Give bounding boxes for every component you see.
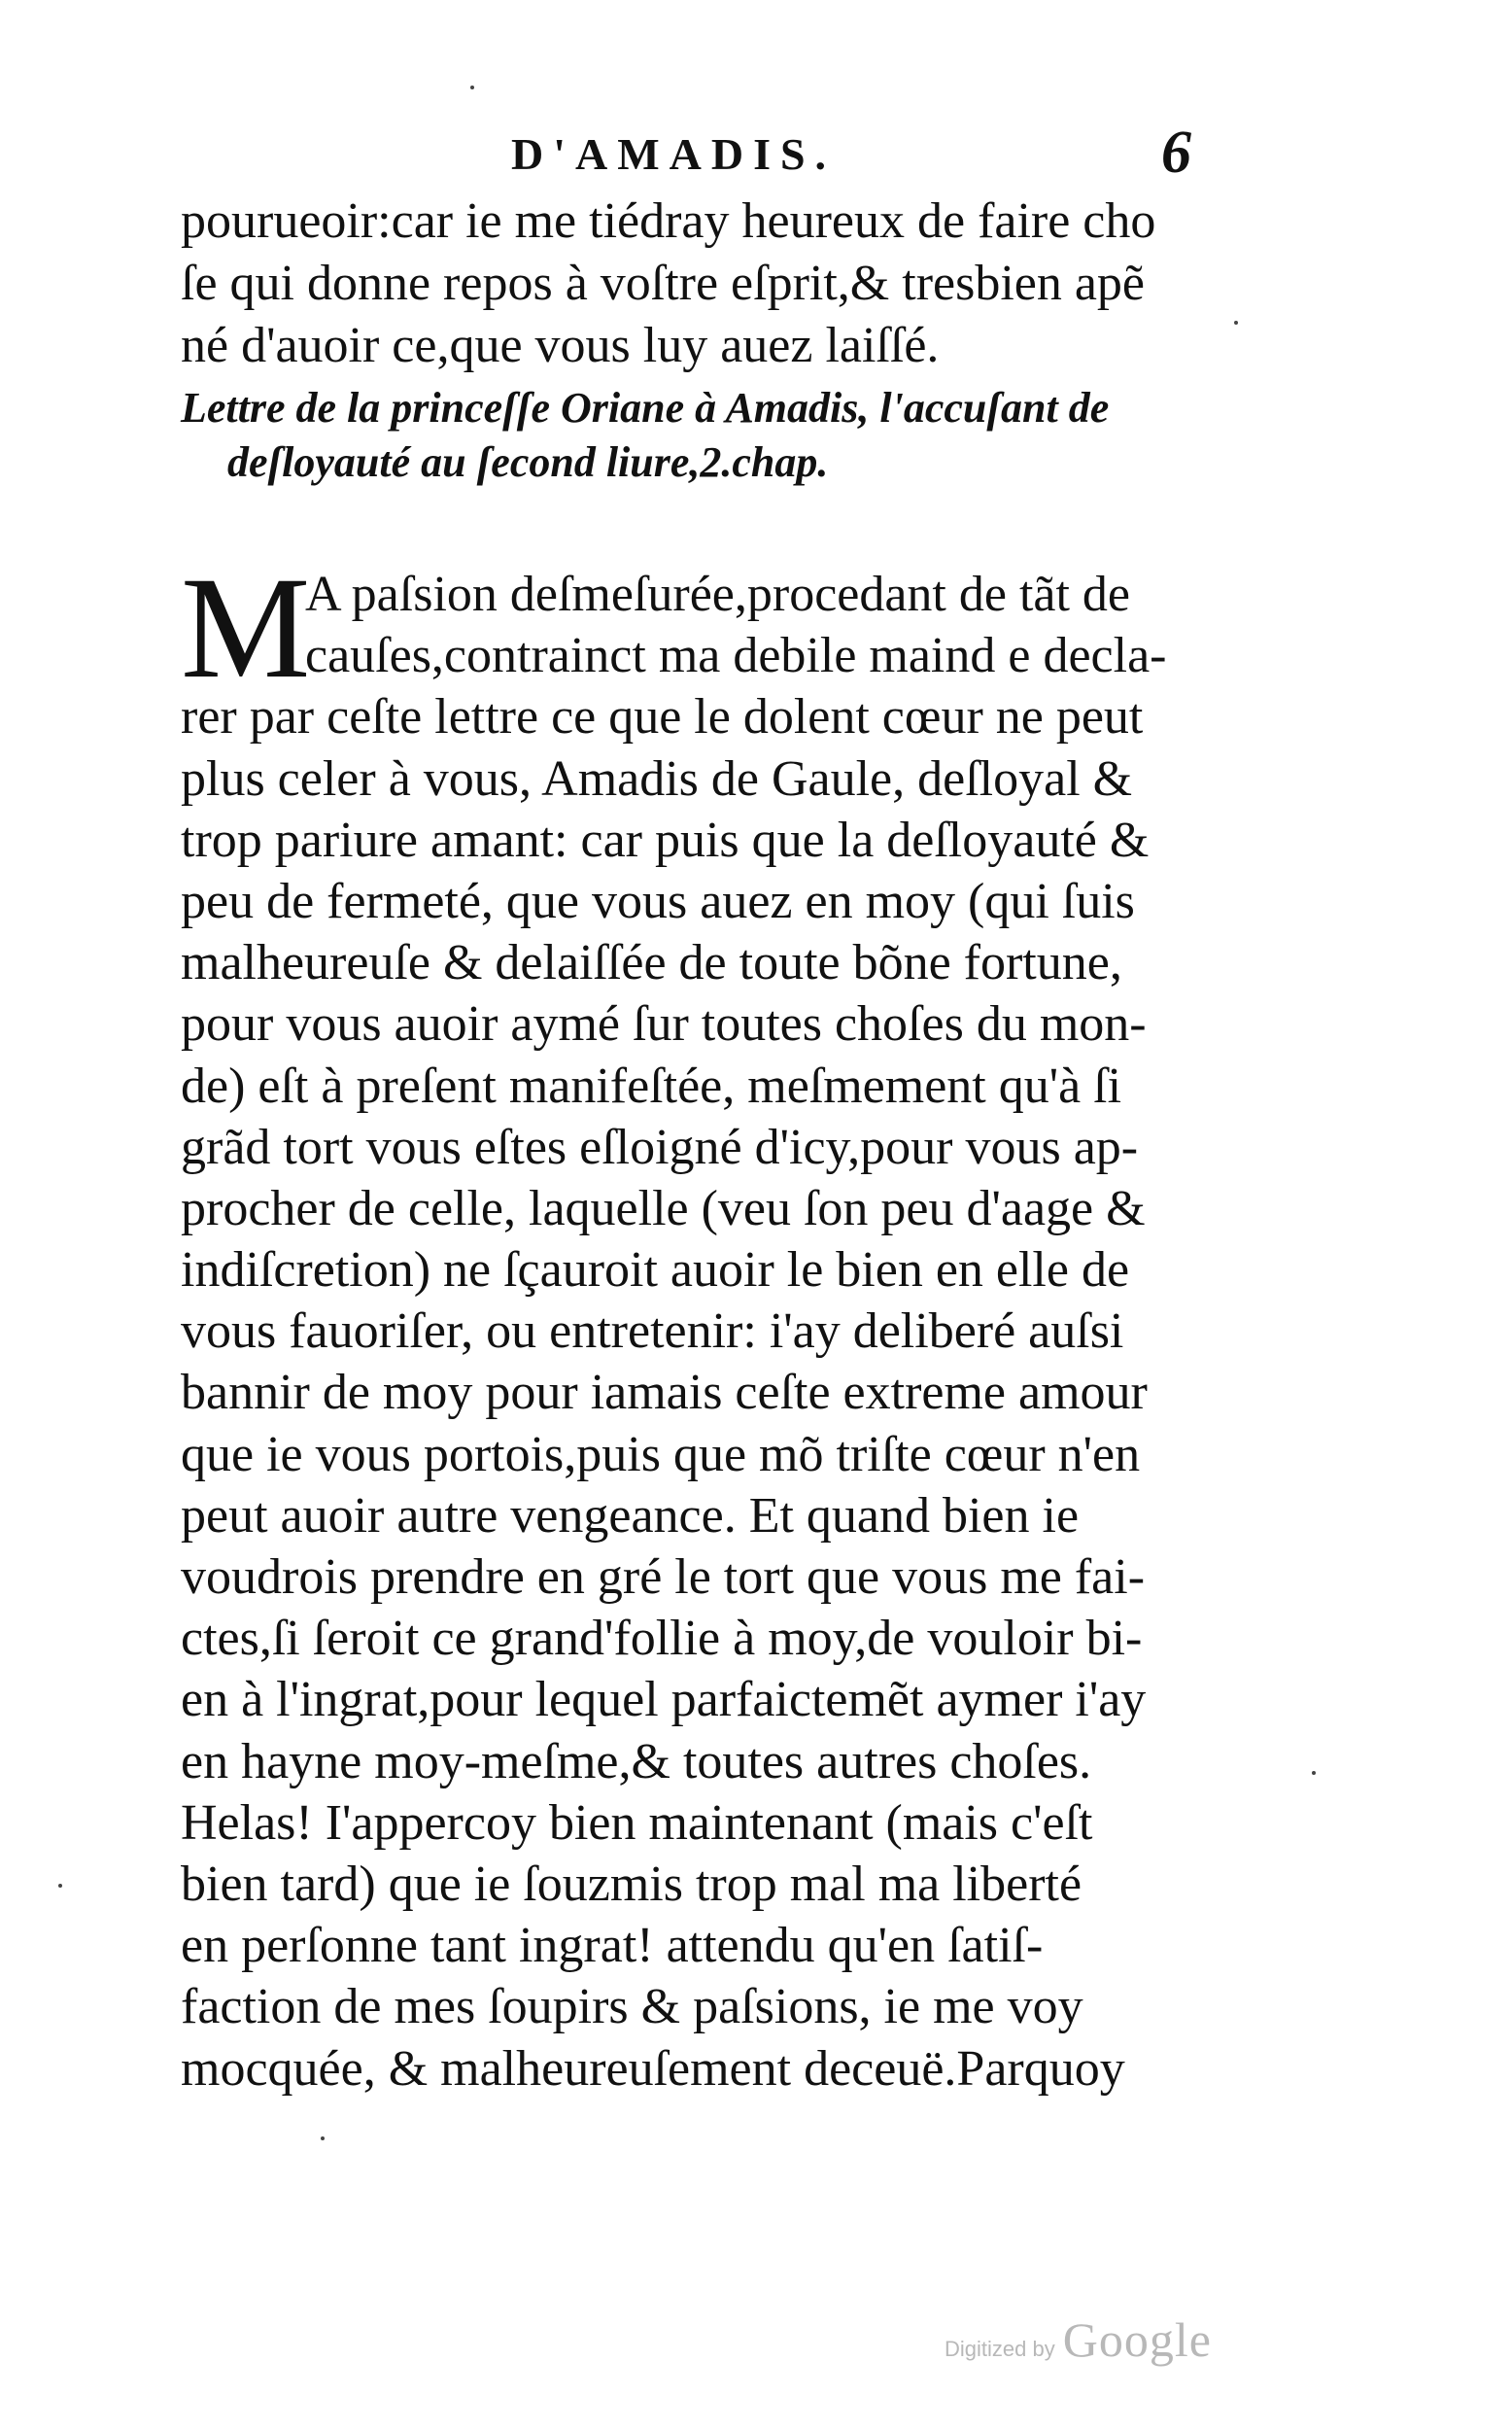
heading-line: Lettre de la princeſſe Oriane à Amadis, l'accuſant de <box>181 384 1110 432</box>
digitization-stamp <box>945 2311 1212 2368</box>
text-line: bannir de moy pour iamais ceſte extreme amour <box>181 1365 1148 1421</box>
text-line: peut auoir autre vengeance. Et quand bien ie <box>181 1487 1080 1544</box>
text-line: mocquée, & malheureuſement deceuë.Parquoy <box>181 2040 1125 2097</box>
text-line: voudrois prendre en gré le tort que vous me fai- <box>181 1549 1146 1605</box>
text-line: bien tard) que ie ſouzmis trop mal ma liberté <box>181 1856 1082 1912</box>
letter-heading <box>181 381 1269 490</box>
text-line: plus celer à vous, Amadis de Gaule, deſloyal & <box>181 750 1133 807</box>
text-line: indiſcretion) ne ſçauroit auoir le bien en elle de <box>181 1242 1130 1299</box>
text-line: malheureuſe & delaiſſée de toute bõne fortune, <box>181 935 1122 991</box>
letter-body <box>181 547 1269 2100</box>
text-line: vous fauoriſer, ou entretenir: i'ay deliberé auſsi <box>181 1303 1124 1360</box>
text-line: cauſes,contrainct ma debile maind e decla- <box>305 628 1167 684</box>
page-header <box>181 120 1191 187</box>
drop-cap: M <box>181 547 311 709</box>
text-line: grãd tort vous eſtes eſloigné d'icy,pour vous ap- <box>181 1119 1139 1175</box>
ink-speck <box>321 2136 325 2140</box>
text-line: ſe qui donne repos à voſtre eſprit,& tresbien apẽ <box>181 256 1146 311</box>
text-line: né d'auoir ce,que vous luy auez laiſſé. <box>181 318 940 373</box>
text-line: A paſsion deſmeſurée,procedant de tãt de <box>305 567 1131 622</box>
ink-speck <box>58 1884 62 1888</box>
ink-speck <box>470 86 474 89</box>
text-line: rer par ceſte lettre ce que le dolent cœur ne peut <box>181 689 1144 746</box>
text-line: pourueoir:car ie me tiédray heureux de faire cho <box>181 193 1156 249</box>
text-line: faction de mes ſoupirs & paſsions, ie me voy <box>181 1979 1083 2035</box>
text-line: peu de fermeté, que vous auez en moy (qui ſuis <box>181 873 1135 929</box>
page-number: 6 <box>1161 120 1191 186</box>
text-line: en à l'ingrat,pour lequel parfaictemẽt aymer i'ay <box>181 1672 1147 1728</box>
ink-speck <box>1312 1771 1316 1775</box>
continued-text <box>181 191 1269 377</box>
running-head: D'AMADIS. <box>511 129 837 179</box>
text-line: trop pariure amant: car puis que la deſloyauté & <box>181 812 1150 868</box>
text-line: pour vous auoir aymé ſur toutes choſes du mon- <box>181 996 1147 1053</box>
google-logo: Google <box>1062 2312 1212 2367</box>
text-line: que ie vous portois,puis que mõ triſte cœur n'en <box>181 1426 1141 1482</box>
text-line: ctes,ſi ſeroit ce grand'follie à moy,de vouloir bi- <box>181 1611 1143 1667</box>
ink-speck <box>1234 321 1238 325</box>
text-line: procher de celle, laquelle (veu ſon peu d'aage & <box>181 1180 1146 1236</box>
text-line: de) eſt à preſent manifeſtée, meſmement qu'à ſi <box>181 1058 1122 1114</box>
stamp-label: Digitized by <box>945 2337 1055 2361</box>
text-line: Helas! I'appercoy bien maintenant (mais c'eſt <box>181 1794 1093 1851</box>
text-line: en perſonne tant ingrat! attendu qu'en ſatiſ- <box>181 1918 1044 1974</box>
text-line: en hayne moy-meſme,& toutes autres choſes. <box>181 1733 1092 1789</box>
heading-line: deſloyauté au ſecond liure,2.chap. <box>227 438 829 486</box>
